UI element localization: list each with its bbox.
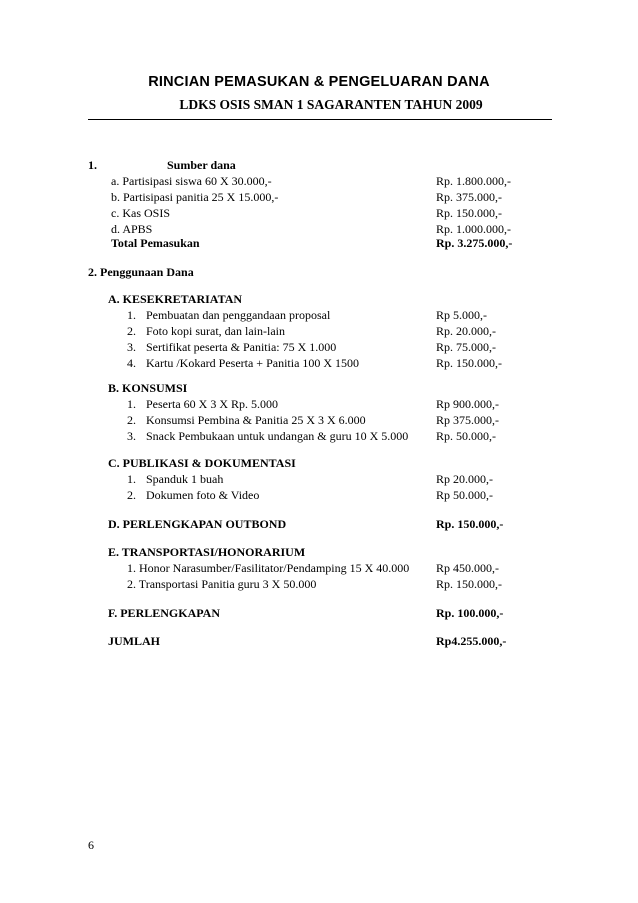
expense-item-amount: Rp 20.000,- (436, 472, 493, 486)
expense-item-number: 1. (127, 472, 136, 486)
expense-item-amount: Rp 5.000,- (436, 308, 487, 322)
expense-item-label: Kartu /Kokard Peserta + Panitia 100 X 1500 (146, 356, 360, 370)
expense-item-label: Foto kopi surat, dan lain-lain (146, 324, 285, 338)
expense-item-amount: Rp 900.000,- (436, 397, 499, 411)
income-item-amount: Rp. 150.000,- (436, 206, 502, 220)
income-item-label: b. Partisipasi panitia 25 X 15.000,- (111, 190, 279, 204)
expense-item-amount: Rp. 20.000,- (436, 324, 496, 338)
expense-item-number: 3. (127, 429, 136, 443)
expense-item-amount: Rp. 150.000,- (436, 356, 502, 370)
expense-item-amount: Rp 50.000,- (436, 488, 493, 502)
expense-item-number: 2. (127, 488, 136, 502)
expense-item-label: Snack Pembukaan untuk undangan & guru 10 X 5.000 (146, 429, 409, 443)
expense-item-number: 2. (127, 413, 136, 427)
section2-heading: 2. Penggunaan Dana (88, 265, 194, 279)
expense-item-number: 2. (127, 324, 136, 338)
expense-item-number: 3. (127, 340, 136, 354)
income-item-label: a. Partisipasi siswa 60 X 30.000,- (111, 174, 272, 188)
group-f-title: F. PERLENGKAPAN (108, 606, 221, 620)
income-item-amount: Rp. 375.000,- (436, 190, 502, 204)
expense-item-label: 2. Transportasi Panitia guru 3 X 50.000 (127, 577, 317, 591)
group-d-amount: Rp. 150.000,- (436, 517, 504, 531)
expense-item-amount: Rp 450.000,- (436, 561, 499, 575)
expense-item-number: 1. (127, 308, 136, 322)
section1-number: 1. (88, 158, 97, 172)
group-d-title: D. PERLENGKAPAN OUTBOND (108, 517, 287, 531)
expense-item-label: Spanduk 1 buah (146, 472, 224, 486)
expense-item-number: 4. (127, 356, 136, 370)
income-total-amount: Rp. 3.275.000,- (436, 236, 513, 250)
expense-item-label: 1. Honor Narasumber/Fasilitator/Pendamping 15 X 40.000 (127, 561, 410, 575)
expense-item-amount: Rp 375.000,- (436, 413, 499, 427)
page-subtitle: LDKS OSIS SMAN 1 SAGARANTEN TAHUN 2009 (179, 97, 483, 112)
income-item-amount: Rp. 1.800.000,- (436, 174, 511, 188)
income-item-label: c. Kas OSIS (111, 206, 170, 220)
expense-item-amount: Rp. 50.000,- (436, 429, 496, 443)
section1-heading: Sumber dana (167, 158, 236, 172)
grand-total-label: JUMLAH (108, 634, 160, 648)
grand-total-amount: Rp4.255.000,- (436, 634, 507, 648)
expense-item-amount: Rp. 150.000,- (436, 577, 502, 591)
expense-item-label: Pembuatan dan penggandaan proposal (146, 308, 331, 322)
group-e-title: E. TRANSPORTASI/HONORARIUM (108, 545, 306, 559)
expense-item-amount: Rp. 75.000,- (436, 340, 496, 354)
group-b-title: B. KONSUMSI (108, 381, 188, 395)
expense-item-label: Sertifikat peserta & Panitia: 75 X 1.000 (146, 340, 337, 354)
group-f-amount: Rp. 100.000,- (436, 606, 504, 620)
group-c-title: C. PUBLIKASI & DOKUMENTASI (108, 456, 296, 470)
title-divider (88, 119, 552, 120)
expense-item-label: Dokumen foto & Video (146, 488, 260, 502)
income-item-amount: Rp. 1.000.000,- (436, 222, 511, 236)
expense-item-label: Konsumsi Pembina & Panitia 25 X 3 X 6.000 (146, 413, 366, 427)
page-number: 6 (88, 838, 94, 852)
expense-item-label: Peserta 60 X 3 X Rp. 5.000 (146, 397, 278, 411)
group-a-title: A. KESEKRETARIATAN (108, 292, 243, 306)
page-title: RINCIAN PEMASUKAN & PENGELUARAN DANA (148, 74, 490, 90)
expense-item-number: 1. (127, 397, 136, 411)
income-item-label: d. APBS (111, 222, 153, 236)
income-total-label: Total Pemasukan (111, 236, 200, 250)
